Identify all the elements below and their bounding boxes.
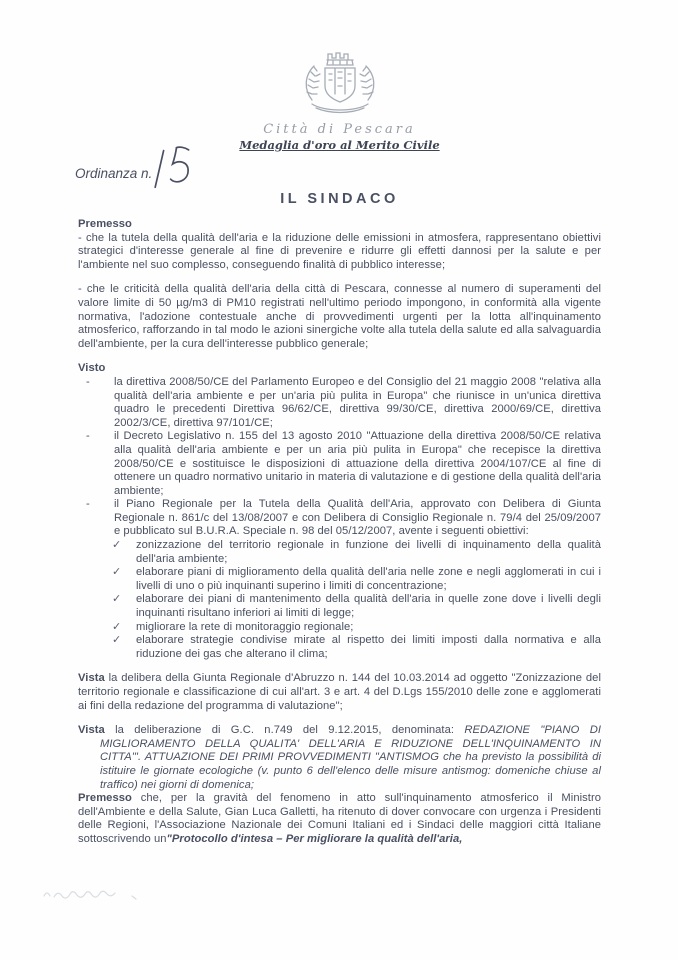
objective-item	[108, 539, 601, 566]
objective-item	[108, 566, 601, 593]
objective-text: elaborare piani di miglioramento della qualità dell'aria nelle zone e negli agglomerati in cui i livelli di uno o più inquinanti superino i limiti di concentrazione;	[136, 566, 601, 592]
check-bullet-icon: ✓	[112, 566, 122, 579]
vista-rest: la delibera della Giunta Regionale d'Abruzzo n. 144 del 10.03.2014 ad oggetto "Zonizzazione del territorio regionale e classificazione di cui all'art. 3 e art. 4 del D.Lgs 155/2010 delle zone e agglomerati ai fini della redazione del programma di valutazione";	[78, 672, 601, 712]
vista-italic-title: REDAZIONE "PIANO DI MIGLIORAMENTO DELLA QUALITA' DELL'ARIA E RIDUZIONE DELL'INQUINAMENTO IN CITTA'". ATTUAZIONE DEI PRIMI PROVVEDIMENTI "ANTISMOG che ha previsto la possibilità di istituire le giornate ecologiche (v. punto 6 dell'elenco delle misure antismog: domeniche chiuse al traffico) nei giorni di domenica;	[100, 724, 601, 791]
visto-item	[78, 498, 601, 539]
vista-mid: la deliberazione di G.C. n.749 del 9.12.2015, denominata:	[104, 724, 465, 737]
objective-item	[108, 621, 601, 635]
visto-item-text: il Piano Regionale per la Tutela della Qualità dell'Aria, approvato con Delibera di Giunta Regionale n. 861/c del 13/08/2007 e con Delibera di Consiglio Regionale n. 79/4 del 25/09/2007 e pubblicato sul B.U.R.A. Speciale n. 98 del 05/12/2007, avente i seguenti obiettivi:	[114, 498, 601, 538]
objective-text: migliorare la rete di monitoraggio regionale;	[136, 620, 354, 633]
objective-text: elaborare strategie condivise mirate al rispetto dei limiti imposti dalla normativa e alla riduzione dei gas che alterano il clima;	[136, 634, 601, 660]
premesso2-mid: che, per la gravità del fenomeno in atto sull'inquinamento atmosferico il Ministro dell'Ambiente e della Salute, Gian Luca Galletti, ha ritenuto di dover convocare con urgenza i Presidenti delle Regioni, l'Associazione Nazionale dei Comuni Italiani ed i Sindaci delle maggiori città Italiane sottoscrivendo un	[78, 792, 601, 845]
premesso2-lead: Premesso	[78, 792, 132, 805]
premesso-paragraph-2: - che le criticità della qualità dell'aria della città di Pescara, connesse al numero di superamenti del valore limite di 50 µg/m3 di PM10 registrati nell'ultimo periodo impongono, in conformità alla vigente normativa, l'adozione contestuale anche di provvedimenti urgenti per la lotta all'inquinamento atmosferico, rafforzando in tal modo le azioni sinergiche volte alla tutela della salute ed alla salvaguardia dell'ambiente, per la cura dell'interesse pubblico generale;	[78, 283, 601, 350]
handwritten-ordinance-number	[148, 144, 198, 196]
page-title: IL SINDACO	[280, 191, 399, 207]
vista-deliberazione-paragraph	[78, 724, 601, 792]
objective-item	[108, 593, 601, 620]
vista-lead: Vista	[78, 724, 105, 737]
handwritten-scribble	[40, 886, 160, 904]
objective-text: zonizzazione del territorio regionale in funzione dei livelli di inquinamento della qualità dell'aria ambiente;	[136, 539, 601, 565]
check-bullet-icon: ✓	[112, 634, 122, 647]
medal-motto: Medaglia d'oro al Merito Civile	[239, 138, 440, 152]
city-script-title: Città di Pescara	[263, 122, 416, 137]
check-bullet-icon: ✓	[112, 539, 122, 552]
vista-lead: Vista	[78, 672, 105, 685]
ordinance-body	[78, 218, 601, 847]
dash-bullet-icon: -	[86, 430, 90, 443]
objective-item	[108, 634, 601, 661]
visto-heading: Visto	[78, 362, 106, 375]
vista-delibera-paragraph	[78, 672, 601, 713]
premesso2-paragraph	[78, 792, 601, 846]
coat-of-arms-icon	[292, 48, 388, 118]
premesso-heading: Premesso	[78, 218, 132, 230]
visto-item	[78, 430, 601, 498]
visto-item-text: la direttiva 2008/50/CE del Parlamento Europeo e del Consiglio del 21 maggio 2008 "relativa alla qualità dell'aria ambiente e per un'aria più pulita in Europa" che riunisce in un'unica direttiva quadro le precedenti Direttiva 96/62/CE, direttiva 99/30/CE, direttiva 2000/69/CE, direttiva 2002/3/CE, direttiva 97/101/CE;	[114, 375, 601, 429]
visto-item	[78, 376, 601, 430]
premesso-paragraph-1: - che la tutela della qualità dell'aria e la riduzione delle emissioni in atmosfera, rappresentano obiettivi strategici d'interesse generale al fine di prevenire e ridurre gli effetti dannosi per la salute e per l'ambiente nel suo complesso, conseguendo finalità di pubblico interesse;	[78, 231, 601, 271]
dash-bullet-icon: -	[86, 375, 90, 388]
visto-item-text: il Decreto Legislativo n. 155 del 13 agosto 2010 "Attuazione della direttiva 2008/50/CE relativa alla qualità dell'aria ambiente e per un aria più pulita in Europa" che recepisce la direttiva 2008/50/CE e sostituisce le disposizioni di attuazione della direttiva 2004/107/CE al fine di ottenere un quadro normativo unitario in materia di valutazione e di gestione della qualità dell'aria ambiente;	[114, 430, 601, 497]
objective-text: elaborare dei piani di mantenimento della qualità dell'aria in quelle zone dove i livelli degli inquinanti risultano inferiori ai limiti di legge;	[136, 593, 601, 620]
check-bullet-icon: ✓	[112, 620, 122, 633]
dash-bullet-icon: -	[86, 498, 90, 511]
ordinance-number-label: Ordinanza n.	[75, 166, 153, 181]
premesso2-protocol: "Protocollo d'intesa – Per migliorare la qualità dell'aria,	[166, 832, 463, 845]
check-bullet-icon: ✓	[112, 593, 122, 606]
